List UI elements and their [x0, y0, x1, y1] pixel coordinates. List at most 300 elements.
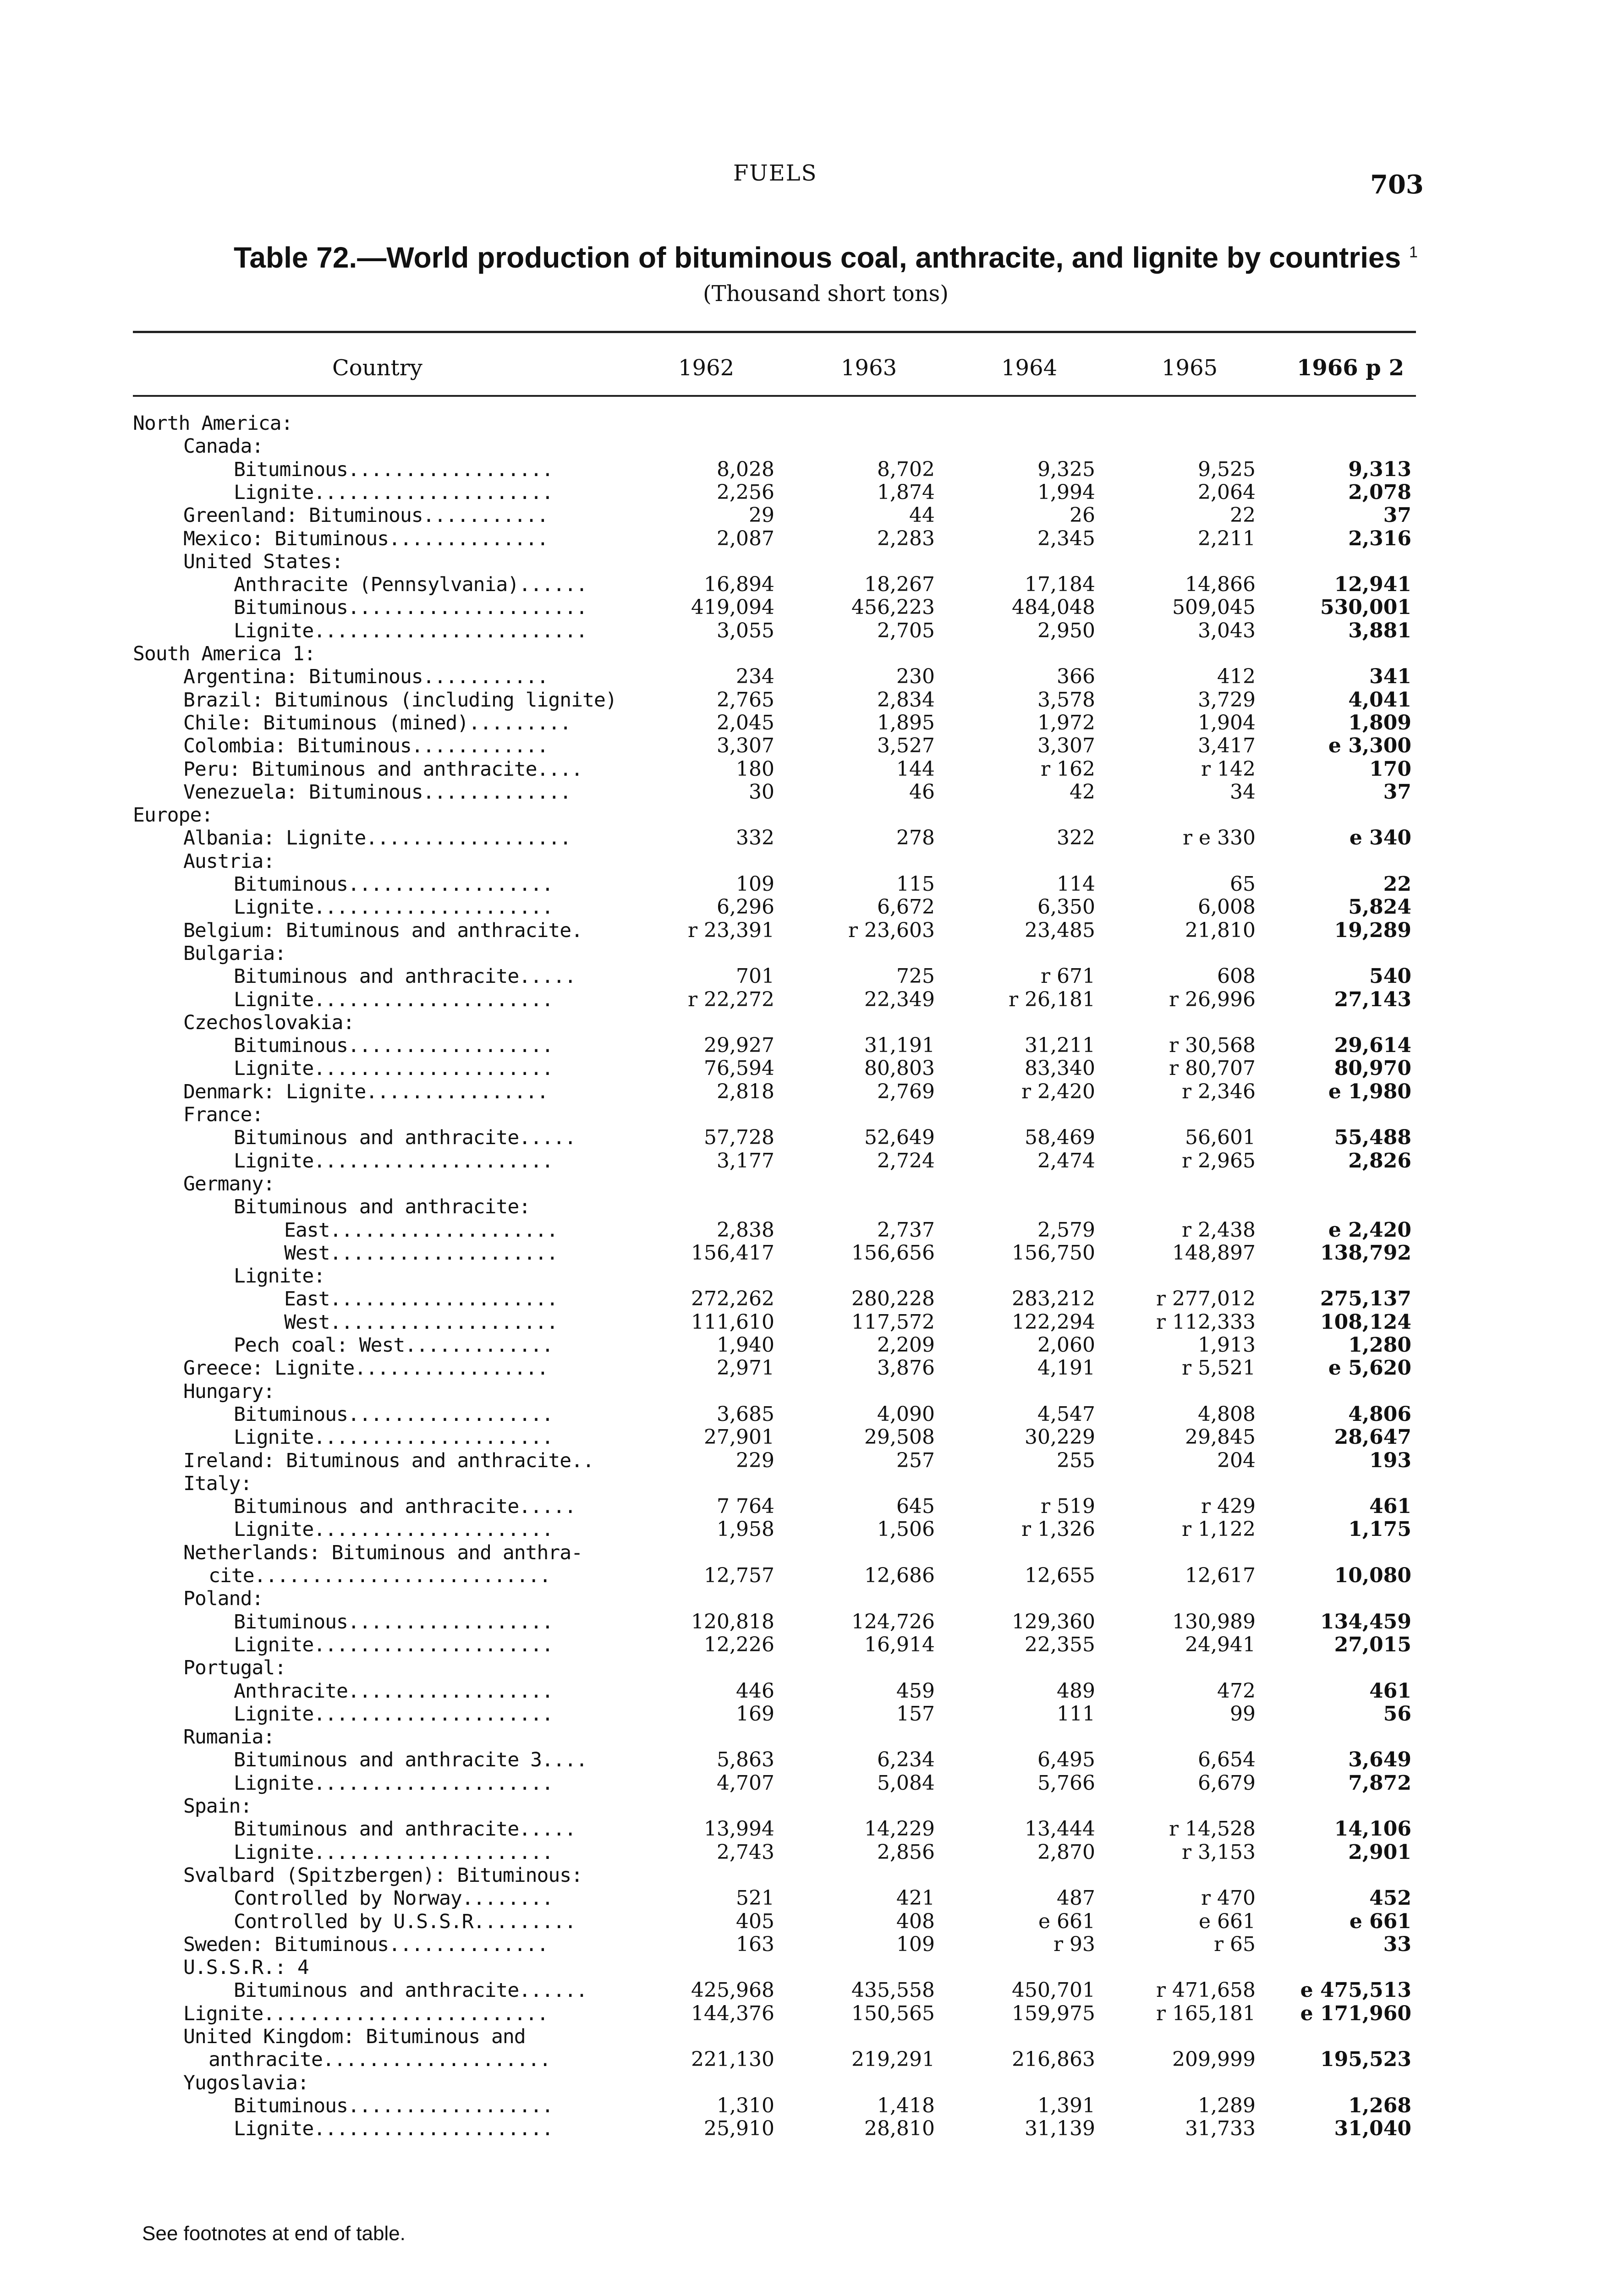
row-value-4: 608: [1217, 965, 1256, 988]
row-value-3: r 671: [1040, 965, 1095, 988]
row-value-1: 2,045: [717, 711, 774, 734]
row-label: Mexico: Bituminous..............: [183, 527, 549, 550]
row-label: East....................: [284, 1288, 558, 1311]
row-value-2: 219,291: [851, 2048, 935, 2072]
row-label: Peru: Bituminous and anthracite....: [183, 757, 583, 781]
row-value-1: 7 764: [717, 1495, 774, 1518]
table-row: [0, 804, 1624, 826]
table-row: [0, 758, 1624, 780]
row-value-4: 412: [1217, 665, 1256, 689]
row-value-2: 2,737: [877, 1218, 935, 1242]
row-label: Bituminous and anthracite.....: [234, 965, 576, 988]
row-label: Greenland: Bituminous...........: [183, 504, 549, 527]
row-value-1: 4,707: [717, 1771, 774, 1795]
row-value-3: 9,325: [1037, 457, 1095, 481]
row-value-5: 1,280: [1348, 1333, 1411, 1357]
row-label: Pech coal: West.............: [234, 1334, 553, 1357]
table-row: [0, 1334, 1624, 1356]
row-label: United States:: [183, 550, 343, 573]
row-label: Controlled by Norway........: [234, 1887, 553, 1910]
row-value-1: 2,256: [717, 480, 774, 504]
row-value-4: r 429: [1201, 1495, 1256, 1518]
row-value-2: 2,769: [877, 1080, 935, 1103]
row-label: Bituminous and anthracite 3....: [234, 1748, 587, 1772]
row-value-3: 83,340: [1025, 1057, 1095, 1080]
row-value-5: 2,078: [1348, 480, 1411, 504]
row-value-1: 2,971: [717, 1356, 774, 1380]
row-value-4: 12,617: [1185, 1564, 1256, 1587]
row-value-5: 14,106: [1334, 1817, 1411, 1841]
table-row: [0, 620, 1624, 642]
table-row: [0, 1104, 1624, 1126]
row-value-5: e 5,620: [1328, 1356, 1411, 1380]
table-row: [0, 1035, 1624, 1057]
row-value-3: 6,350: [1037, 895, 1095, 919]
table-row: [0, 989, 1624, 1011]
row-label: Germany:: [183, 1172, 275, 1195]
table-row: [0, 1818, 1624, 1840]
row-value-4: 1,904: [1198, 711, 1256, 734]
row-value-1: 13,994: [704, 1817, 774, 1841]
row-value-4: 148,897: [1172, 1241, 1256, 1265]
row-value-3: 13,444: [1025, 1817, 1095, 1841]
row-value-2: 14,229: [864, 1817, 935, 1841]
row-value-4: r 2,346: [1182, 1080, 1256, 1103]
row-label: Albania: Lignite..................: [183, 827, 571, 850]
row-value-5: 452: [1369, 1886, 1411, 1910]
row-value-1: 221,130: [691, 2048, 774, 2072]
row-value-3: 31,211: [1025, 1034, 1095, 1058]
row-value-4: r 471,658: [1156, 1979, 1256, 2002]
row-value-2: 257: [896, 1448, 935, 1472]
row-value-1: 25,910: [704, 2117, 774, 2141]
row-label: Bulgaria:: [183, 942, 286, 965]
row-value-1: 521: [736, 1886, 774, 1910]
table-row: [0, 2049, 1624, 2071]
row-label: Lignite.....................: [234, 1518, 553, 1541]
row-label: Bituminous and anthracite.....: [234, 1126, 576, 1150]
row-value-4: r 1,122: [1182, 1518, 1256, 1541]
row-value-1: 2,743: [717, 1840, 774, 1864]
row-value-5: 275,137: [1320, 1287, 1411, 1311]
row-value-1: 120,818: [691, 1610, 774, 1633]
row-value-3: 322: [1057, 826, 1095, 850]
table-row: [0, 643, 1624, 665]
table-row: [0, 1634, 1624, 1656]
row-value-1: 169: [736, 1702, 774, 1726]
col-header-1963: 1963: [841, 355, 897, 381]
row-label: Lignite.....................: [234, 481, 553, 504]
row-value-1: 2,765: [717, 688, 774, 712]
table-row: [0, 1450, 1624, 1472]
row-value-5: e 340: [1349, 826, 1411, 850]
row-value-1: 701: [736, 965, 774, 988]
row-label: Canada:: [183, 435, 263, 458]
row-value-4: r 14,528: [1169, 1817, 1256, 1841]
row-value-3: 216,863: [1012, 2048, 1095, 2072]
row-value-1: 2,838: [717, 1218, 774, 1242]
row-value-4: 4,808: [1198, 1402, 1256, 1426]
row-value-2: 22,349: [864, 987, 935, 1011]
row-value-5: 461: [1369, 1495, 1411, 1518]
title-footnote-mark: 1: [1409, 243, 1418, 261]
row-value-1: 109: [736, 872, 774, 896]
row-value-4: 31,733: [1185, 2117, 1256, 2141]
table-row: [0, 1288, 1624, 1310]
row-value-3: 129,360: [1012, 1610, 1095, 1633]
row-label: East....................: [284, 1218, 558, 1242]
row-value-2: 29,508: [864, 1425, 935, 1449]
row-label: Greece: Lignite.................: [183, 1357, 549, 1380]
row-value-1: 1,310: [717, 2094, 774, 2117]
table-row: [0, 1012, 1624, 1034]
row-value-4: r 30,568: [1169, 1034, 1256, 1058]
row-value-1: 3,177: [717, 1149, 774, 1173]
table-row: [0, 943, 1624, 965]
row-value-2: 46: [909, 780, 935, 804]
table-row: [0, 504, 1624, 526]
row-value-2: 2,705: [877, 619, 935, 642]
row-label: Netherlands: Bituminous and anthra-: [183, 1541, 583, 1564]
row-label: Lignite.....................: [234, 1633, 553, 1656]
row-value-5: 27,143: [1334, 987, 1411, 1011]
row-value-3: 283,212: [1012, 1287, 1095, 1311]
row-value-2: 6,234: [877, 1748, 935, 1772]
row-value-2: 3,876: [877, 1356, 935, 1380]
row-value-2: 44: [909, 504, 935, 527]
row-value-5: 31,040: [1334, 2117, 1411, 2141]
row-label: Yugoslavia:: [183, 2071, 309, 2094]
row-value-4: 99: [1230, 1702, 1256, 1726]
row-value-5: 37: [1383, 780, 1411, 804]
row-value-4: r 470: [1201, 1886, 1256, 1910]
row-label: Bituminous and anthracite:: [234, 1195, 531, 1219]
row-value-2: 421: [896, 1886, 935, 1910]
row-value-1: 229: [736, 1448, 774, 1472]
row-value-4: 22: [1230, 504, 1256, 527]
row-value-5: 134,459: [1320, 1610, 1411, 1633]
row-value-4: 2,211: [1198, 526, 1256, 550]
table-row: [0, 1611, 1624, 1633]
row-value-3: 4,191: [1037, 1356, 1095, 1380]
row-value-4: 14,866: [1185, 573, 1256, 597]
row-value-4: 29,845: [1185, 1425, 1256, 1449]
row-label: Lignite.....................: [234, 1057, 553, 1080]
table-row: [0, 1403, 1624, 1425]
row-value-3: 2,474: [1037, 1149, 1095, 1173]
table-row: [0, 1565, 1624, 1587]
table-row: [0, 1588, 1624, 1610]
row-value-1: 3,055: [717, 619, 774, 642]
row-value-4: 6,679: [1198, 1771, 1256, 1795]
row-value-4: r 2,965: [1182, 1149, 1256, 1173]
row-value-3: 1,994: [1037, 480, 1095, 504]
row-value-4: 9,525: [1198, 457, 1256, 481]
row-value-2: 1,895: [877, 711, 935, 734]
col-header-1962: 1962: [678, 355, 735, 381]
row-value-2: 16,914: [864, 1633, 935, 1656]
row-label: Spain:: [183, 1795, 252, 1818]
row-label: Portugal:: [183, 1656, 286, 1680]
row-value-3: r 162: [1040, 757, 1095, 781]
row-value-3: 1,972: [1037, 711, 1095, 734]
header-rule: [133, 395, 1416, 397]
table-row: [0, 1542, 1624, 1564]
row-value-5: 2,826: [1348, 1149, 1411, 1173]
row-label: Chile: Bituminous (mined).........: [183, 711, 571, 734]
table-row: [0, 689, 1624, 711]
page-number: 703: [1370, 170, 1424, 200]
row-value-2: 2,209: [877, 1333, 935, 1357]
row-label: Brazil: Bituminous (including lignite): [183, 688, 617, 712]
row-value-4: r 80,707: [1169, 1057, 1256, 1080]
row-value-3: r 519: [1040, 1495, 1095, 1518]
row-value-4: r 142: [1201, 757, 1256, 781]
row-value-5: 37: [1383, 504, 1411, 527]
row-value-2: 144: [896, 757, 935, 781]
table-row: [0, 1979, 1624, 2001]
row-value-2: 408: [896, 1909, 935, 1933]
row-value-4: 21,810: [1185, 918, 1256, 942]
row-value-1: 12,757: [704, 1564, 774, 1587]
row-value-1: 12,226: [704, 1633, 774, 1656]
row-value-5: e 2,420: [1328, 1218, 1411, 1242]
row-label: Sweden: Bituminous..............: [183, 1933, 549, 1956]
row-value-3: 2,950: [1037, 619, 1095, 642]
row-value-2: 2,283: [877, 526, 935, 550]
row-value-2: 2,856: [877, 1840, 935, 1864]
row-value-5: 540: [1369, 965, 1411, 988]
row-value-2: 3,527: [877, 734, 935, 758]
row-value-2: 157: [896, 1702, 935, 1726]
row-label: Bituminous..................: [234, 458, 553, 481]
row-label: North America:: [133, 412, 293, 435]
row-value-4: 56,601: [1185, 1126, 1256, 1150]
row-value-1: 6,296: [717, 895, 774, 919]
row-value-5: 27,015: [1334, 1633, 1411, 1656]
row-label: Controlled by U.S.S.R.........: [234, 1910, 576, 1933]
row-value-5: e 1,980: [1328, 1080, 1411, 1103]
row-value-5: e 3,300: [1328, 734, 1411, 758]
row-label: Svalbard (Spitzbergen): Bituminous:: [183, 1863, 583, 1887]
table-row: [0, 1795, 1624, 1817]
row-value-4: r 5,521: [1182, 1356, 1256, 1380]
row-value-3: 58,469: [1025, 1126, 1095, 1150]
row-value-5: 170: [1369, 757, 1411, 781]
table-row: [0, 873, 1624, 895]
table-row: [0, 1381, 1624, 1403]
row-value-2: 1,506: [877, 1518, 935, 1541]
row-value-5: 1,268: [1348, 2094, 1411, 2117]
row-value-3: 3,578: [1037, 688, 1095, 712]
row-value-5: 28,647: [1334, 1425, 1411, 1449]
row-value-5: 461: [1369, 1679, 1411, 1703]
row-value-2: 456,223: [851, 596, 935, 619]
row-value-3: 26: [1070, 504, 1095, 527]
row-value-4: 3,417: [1198, 734, 1256, 758]
row-value-4: r e 330: [1182, 826, 1256, 850]
table-row: [0, 735, 1624, 757]
column-header-row: [0, 355, 1624, 396]
row-value-4: 509,045: [1172, 596, 1256, 619]
row-label: Poland:: [183, 1587, 263, 1611]
row-value-5: 193: [1369, 1448, 1411, 1472]
row-value-1: 5,863: [717, 1748, 774, 1772]
row-value-1: 27,901: [704, 1425, 774, 1449]
row-value-5: 33: [1383, 1932, 1411, 1956]
row-value-1: 1,958: [717, 1518, 774, 1541]
table-row: [0, 1911, 1624, 1933]
table-title-block: [0, 241, 1624, 307]
row-value-1: 30: [749, 780, 774, 804]
row-label: Bituminous..................: [234, 873, 553, 896]
row-value-2: r 23,603: [848, 918, 935, 942]
row-value-3: 2,870: [1037, 1840, 1095, 1864]
row-value-1: 29,927: [704, 1034, 774, 1058]
row-value-5: 2,901: [1348, 1840, 1411, 1864]
row-value-3: r 1,326: [1021, 1518, 1095, 1541]
row-label: Hungary:: [183, 1380, 275, 1403]
row-value-3: 450,701: [1012, 1979, 1095, 2002]
row-value-3: 5,766: [1037, 1771, 1095, 1795]
row-label: Lignite.....................: [234, 1841, 553, 1864]
row-value-1: 234: [736, 665, 774, 689]
table-row: [0, 2072, 1624, 2094]
row-label: Rumania:: [183, 1726, 275, 1749]
row-value-2: 80,803: [864, 1057, 935, 1080]
row-value-3: r 2,420: [1021, 1080, 1095, 1103]
table-row: [0, 1887, 1624, 1909]
row-value-3: 42: [1070, 780, 1095, 804]
row-value-5: 138,792: [1320, 1241, 1411, 1265]
table-row: [0, 1703, 1624, 1725]
row-value-4: 1,289: [1198, 2094, 1256, 2117]
row-label: Lignite.....................: [234, 1771, 553, 1795]
row-value-3: 4,547: [1037, 1402, 1095, 1426]
table-row: [0, 459, 1624, 481]
row-value-1: 76,594: [704, 1057, 774, 1080]
table-row: [0, 482, 1624, 504]
row-value-1: 2,818: [717, 1080, 774, 1103]
row-value-3: 487: [1057, 1886, 1095, 1910]
row-value-5: 1,175: [1348, 1518, 1411, 1541]
row-label: Belgium: Bituminous and anthracite.: [183, 919, 583, 942]
table-row: [0, 1242, 1624, 1264]
row-value-4: 34: [1230, 780, 1256, 804]
row-value-4: 6,654: [1198, 1748, 1256, 1772]
row-value-3: r 93: [1053, 1932, 1095, 1956]
row-value-4: 2,064: [1198, 480, 1256, 504]
row-value-3: 12,655: [1025, 1564, 1095, 1587]
top-rule: [133, 331, 1416, 333]
row-value-5: 9,313: [1348, 457, 1411, 481]
row-value-2: 8,702: [877, 457, 935, 481]
table-row: [0, 435, 1624, 457]
row-value-2: 4,090: [877, 1402, 935, 1426]
row-value-3: 156,750: [1012, 1241, 1095, 1265]
table-row: [0, 1150, 1624, 1172]
row-value-2: 459: [896, 1679, 935, 1703]
table-row: [0, 1196, 1624, 1218]
row-label: Bituminous.....................: [234, 596, 587, 619]
row-value-5: 10,080: [1334, 1564, 1411, 1587]
row-value-4: 130,989: [1172, 1610, 1256, 1633]
table-row: [0, 1726, 1624, 1748]
row-value-3: 30,229: [1025, 1425, 1095, 1449]
table-row: [0, 850, 1624, 872]
table-row: [0, 1749, 1624, 1771]
table-row: [0, 2118, 1624, 2140]
row-value-3: 255: [1057, 1448, 1095, 1472]
row-value-1: 16,894: [704, 573, 774, 597]
row-value-1: 57,728: [704, 1126, 774, 1150]
row-value-2: 278: [896, 826, 935, 850]
row-value-2: 2,834: [877, 688, 935, 712]
row-value-4: r 3,153: [1182, 1840, 1256, 1864]
col-header-1965: 1965: [1162, 355, 1218, 381]
table-row: [0, 920, 1624, 942]
table-row: [0, 574, 1624, 596]
row-value-3: 489: [1057, 1679, 1095, 1703]
table-row: [0, 965, 1624, 987]
row-value-4: e 661: [1198, 1909, 1256, 1933]
row-value-5: e 475,513: [1300, 1979, 1411, 2002]
row-label: Bituminous..................: [234, 2094, 553, 2117]
table-row: [0, 1680, 1624, 1702]
row-value-1: 3,307: [717, 734, 774, 758]
row-value-2: 150,565: [851, 2001, 935, 2025]
table-row: [0, 2003, 1624, 2025]
row-value-4: r 26,996: [1169, 987, 1256, 1011]
row-value-1: 29: [749, 504, 774, 527]
row-value-1: 111,610: [691, 1310, 774, 1334]
row-label: South America 1:: [133, 642, 316, 665]
row-value-2: 6,672: [877, 895, 935, 919]
row-value-2: 12,686: [864, 1564, 935, 1587]
row-value-3: r 26,181: [1009, 987, 1095, 1011]
row-value-2: 1,874: [877, 480, 935, 504]
row-label: Lignite.....................: [234, 988, 553, 1011]
row-value-3: 2,579: [1037, 1218, 1095, 1242]
table-row: [0, 1496, 1624, 1518]
table-row: [0, 896, 1624, 918]
table-row: [0, 2095, 1624, 2117]
row-value-2: 435,558: [851, 1979, 935, 2002]
row-value-5: 341: [1369, 665, 1411, 689]
row-value-3: 159,975: [1012, 2001, 1095, 2025]
row-label: Europe:: [133, 804, 213, 827]
table-subtitle: (Thousand short tons): [702, 281, 949, 307]
table-row: [0, 1265, 1624, 1287]
row-value-5: 4,806: [1348, 1402, 1411, 1426]
row-value-5: 5,824: [1348, 895, 1411, 919]
row-value-3: 3,307: [1037, 734, 1095, 758]
table-row: [0, 1864, 1624, 1886]
row-value-5: 29,614: [1334, 1034, 1411, 1058]
table-row: [0, 1311, 1624, 1333]
footnote: See footnotes at end of table.: [142, 2222, 406, 2245]
row-value-1: r 23,391: [688, 918, 774, 942]
table-row: [0, 2026, 1624, 2048]
row-label: cite..........................: [208, 1564, 551, 1587]
row-value-4: 204: [1217, 1448, 1256, 1472]
row-value-3: 114: [1057, 872, 1095, 896]
row-value-1: 156,417: [691, 1241, 774, 1265]
row-value-4: 65: [1230, 872, 1256, 896]
row-value-3: 366: [1057, 665, 1095, 689]
row-value-5: 19,289: [1334, 918, 1411, 942]
running-head: FUELS: [733, 160, 817, 186]
